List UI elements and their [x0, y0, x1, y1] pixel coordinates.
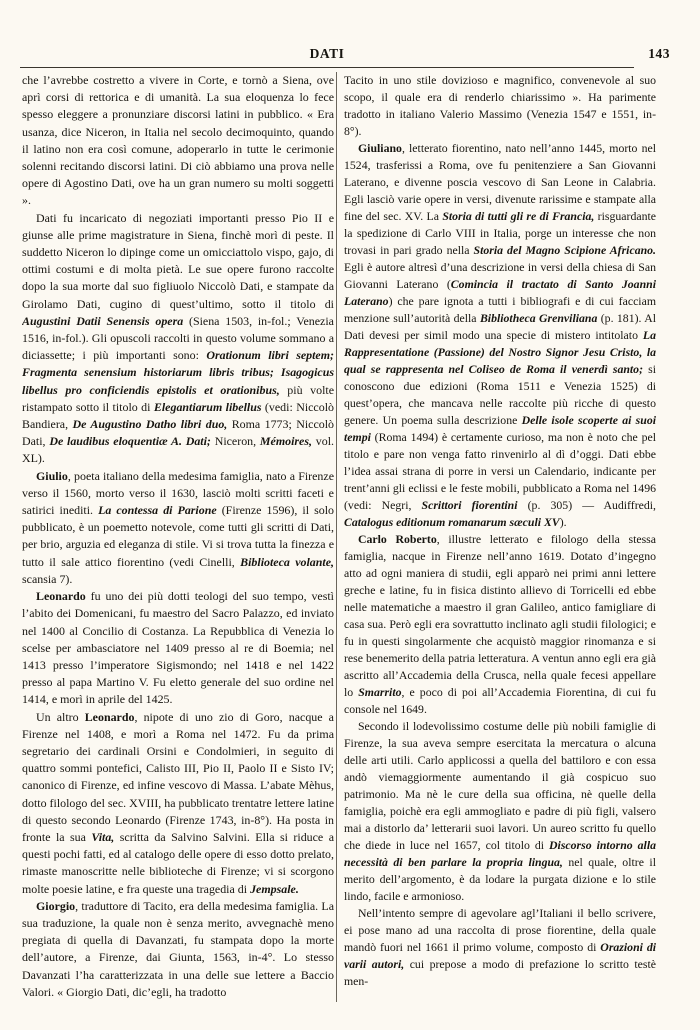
entry-name: Giuliano	[358, 141, 402, 155]
running-header	[24, 46, 670, 64]
entry-name: Giorgio	[36, 898, 76, 913]
entry-giulio: Giulio, poeta italiano della medesima famiglia, nato a Firenze verso il 1560, morto verso il 1630, lasciò molti scritti faceti e satirici inediti. La contessa di Parione (Firenze 1596), il solo pubblicato, è un poemetto notevole, come tutti gli scritti di Dati, per brio, arguzia ed eleganza di stile. Vi si trova tutta la finezza e tutto il sale attico fiorentino (vedi Cinelli, Biblioteca volante, scansia 7).	[22, 468, 334, 586]
entry-name: Giulio	[36, 468, 68, 483]
paragraph-giorgio-end: Tacito in uno stile dovizioso e magnifico, convenevole al suo scopo, il quale era di renderlo chiarissimo ». Ha parimente tradotto in italiano Valerio Massimo (Venezia 1547 e 1551, in-8°).	[344, 73, 656, 138]
entry-leonardo: Leonardo fu uno dei più dotti teologi del suo tempo, vestì l’abito dei Domenicani, fu maestro del Sacro Palazzo, ed inviato nel 1400 al Concilio di Costanza. La Repubblica di Venezia lo scelse per ambasciatore nel 1409 presso al re di Boemia; nel 1413 presso l’imperatore Sigismondo; nel 1418 e nel 1422 presso al papa Martino V. Fu eletto generale del suo ordine nel 1414, e morì in aprile del 1425.	[22, 589, 334, 707]
entry-carlo-roberto: Carlo Roberto, illustre letterato e filologo della stessa famiglia, nacque in Firenze nell’anno 1619. Dotato d’ingegno atto ad ogni maniera di studii, egli apparò nei primi anni lettere greche e latine, fu in fisica distinto allievo di Torricelli ed ebbe nelle matematiche a maestro il gran Galileo, antico famigliare di casa sua. Però egli era sovrattutto inclinato agli studii filologici; e fu in questi singolarmente che acquistò maggior rinomanza e si rese benemerito della patria letteratura. A ventun anno egli era già ascritto all’Accademia della Crusca, nella quale fecesi appellare lo Smarrito, e poco di poi all’Accademia Fiorentina, di cui fu console nel 1649.	[344, 532, 656, 716]
entry-name: Carlo Roberto	[358, 532, 437, 546]
paragraph-secondo: Secondo il lodevolissimo costume delle più nobili famiglie di Firenze, la sua aveva sempre esercitata la mercatura o alcuna delle arti utili. Carlo applicossi a quella del battiloro e con essa andò viemaggiormente aumentando il già cospicuo suo patrimonio. Ma nè le cure della sua officina, nè quelle della famiglia, poichè era egli ammogliato e padre di più figli, valsero mai a distorlo da’ letterarii suoi lavori. Un aureo scritto fu quello che diede in luce nel 1657, col titolo di Discorso intorno alla necessità di ben parlare la propria lingua, nel quale, oltre il merito dell’argomento, è da lodare la purgata dizione e lo stile lindo, facile e armonioso.	[344, 719, 656, 903]
paragraph-agostino-end: che l’avrebbe costretto a vivere in Corte, e tornò a Siena, ove aprì corsi di rettorica e di umanità. La sua eloquenza lo fece spesso eleggere a pronunziare discorsi latini in pubblico. « Era usanza, dice Niceron, in Italia nel secolo decimoquinto, quando il latino non era così comune, adoperarlo in tutte le cerimonie solenni recitando discorsi latini. Di ciò abbiamo una prova nelle opere di Agostino Dati, ove ha un gran numero su molti soggetti ».	[22, 73, 334, 208]
entry-name: Leonardo	[84, 709, 135, 724]
paragraph-agostino-works: Dati fu incaricato di negoziati importanti presso Pio II e giunse alle prime magistrature in Siena, finchè morì di peste. Il suddetto Niceron lo dipinge come un omicciattolo vispo, gajo, di ottimi costumi e di molta pietà. Le sue opere furono raccolte dopo la sua morte dal suo figliuolo Niccolò Dati, e stampate da Girolamo Dati, cugino di quest’ultimo, sotto il titolo di Augustini Datii Senensis opera (Siena 1503, in-fol.; Venezia 1516, in-fol.). Gli opuscoli raccolti in questo volume sommano a diciassette; i più importanti sono: Orationum libri septem; Fragmenta senensium historiarum libris tribus; Isagogicus libellus pro conficiendis epistolis et orationibus, più volte ristampato sotto il titolo di Elegantiarum libellus (vedi: Niccolò Bandiera, De Augustino Datho libri duo, Roma 1773; Niccolò Dati, De laudibus eloquentiæ A. Dati; Niceron, Mémoires, vol. XL).	[22, 210, 334, 466]
entry-name: Leonardo	[36, 589, 86, 604]
paragraph-nellintento: Nell’intento sempre di agevolare agl’Italiani il bello scrivere, ei pose mano ad una raccolta di prose fiorentine, della quale mandò fuori nel 1661 il primo volume, composto di Orazioni di varii autori, cui prepose a modo di prefazione lo scritto testè men-	[344, 906, 656, 988]
page-number: 143	[648, 46, 670, 61]
right-column	[344, 72, 656, 1007]
entry-giorgio: Giorgio, traduttore di Tacito, era della medesima famiglia. La sua traduzione, la quale non è senza merito, avvegnachè meno pregiata di quella di Davanzati, fu stampata dopo la morte dell’autore, a Firenze, dai Giunta, 1563, in-4°. Lo stesso Davanzati l’ha caratterizzata in una delle sue lettere a Baccio Valori. « Giorgio Dati, dic’egli, ha tradotto	[22, 898, 334, 999]
left-column	[22, 72, 334, 1007]
entry-giuliano: Giuliano, letterato fiorentino, nato nell’anno 1445, morto nel 1524, trasferissi a Roma, ove fu penitenziere a San Giovanni Laterano, e divenne poscia vescovo di San Leone in Calabria. Egli lasciò varie opere in versi, divenute rarissime e stampate alla fine del sec. XV. La Storia di tutti gli re di Francia, risguardante la spedizione di Carlo VIII in Italia, porge un interesse che non trovasi in pari grado nella Storia del Magno Scipione Africano. Egli è autore altresì d’una descrizione in versi della chiesa di San Giovanni Laterano (Comincia il tractato di Santo Joanni Laterano) che pare ignota a tutti i bibliografi e di cui facciam menzione sull’autorità della Bibliotheca Grenviliana (p. 181). Al Dati devesi per simil modo una specie di mistero intitolato La Rappresentatione (Passione) del Nostro Signor Jesu Cristo, la qual se rappresenta nel Coliseo de Roma il venerdì santo; si conoscono due edizioni (Roma 1511 e Venezia 1525) di quest’opera, che mancava nelle raccolte più ricche di questo genere. Un poema sulla descrizione Delle isole scoperte ai suoi tempi (Roma 1494) è certamente curioso, ma non è noto che pel titolo e pare non venga fatto rinvenirlo al dì d’oggi. Dati ebbe l’idea assai strana di porre in versi un Calendario, indicante per trent’anni gli eclissi e le feste mobili, pubblicato a Roma nel 1496 (vedi: Negri, Scrittori fiorentini (p. 305) — Audiffredi, Catalogus editionum romanarum sæculi XV).	[344, 141, 656, 529]
column-divider	[336, 72, 337, 1002]
header-rule	[20, 67, 634, 68]
header-title: DATI	[309, 46, 345, 61]
entry-leonardo-nephew: Un altro Leonardo, nipote di uno zio di Goro, nacque a Firenze nel 1408, e morì a Roma nel 1472. Fu da prima segretario dei cardinali Orsini e Condolmieri, in seguito di quattro sommi pontefici, Calisto III, Pio II, Paolo II e Sisto IV; canonico di Firenze, ed infine vescovo di Massa. L’abate Mèhus, dotto filologo del sec. XVIII, ha pubblicato trentatre lettere latine di questo secondo Leonardo (Firenze 1743, in-8°). Ha posta in fronte la sua Vita, scritta da Salvino Salvini. Ella si riduce a questi pochi fatti, ed al catalogo delle opere di esso dotto prelato, rimaste manoscritte nelle biblioteche di Firenze; vi si scorgono molte poesie latine, e fra queste una tragedia di Jempsale.	[22, 709, 334, 896]
